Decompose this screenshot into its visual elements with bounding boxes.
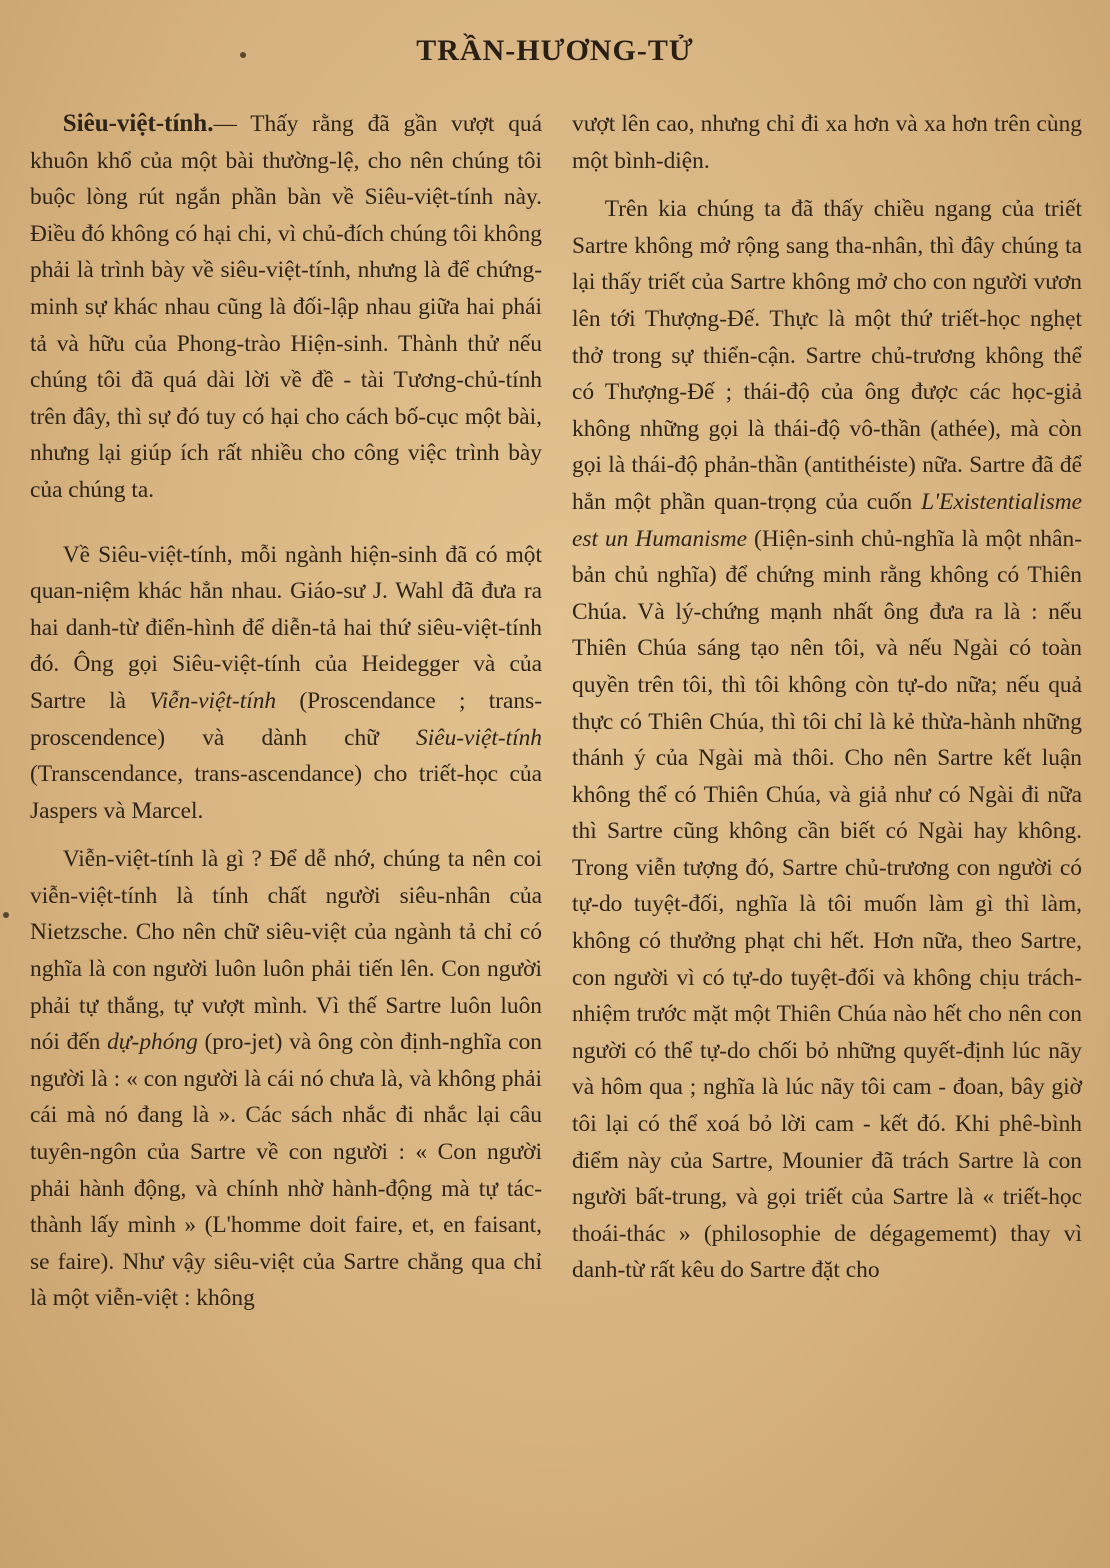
page-header: TRẦN-HƯƠNG-TỬ — [416, 34, 694, 67]
paragraph-text: Về Siêu-việt-tính, mỗi ngành hiện-sinh đã có một quan-niệm khác hẳn nhau. Giáo-sư J. Wahl đã đưa ra hai danh-từ điển-hình để diễn-tả hai thứ siêu-việt-tính đó. Ông gọi Siêu-việt-tính của Heidegger và của Sartre là — [30, 541, 542, 714]
italic-term: dự-phóng — [107, 1029, 198, 1056]
paragraph-wahl — [30, 537, 542, 830]
right-column — [572, 106, 1082, 1289]
paragraph-text: (Hiện-sinh chủ-nghĩa là một nhân-bản chủ nghĩa) để chứng minh rằng không có Thiên Chúa. Và lý-chứng mạnh nhất ông đưa ra là : nếu Thiên Chúa sáng tạo nên tôi, và nếu Ngài có toàn quyền trên tôi, thì tôi không còn tự-do nữa; nếu quả thực có Thiên Chúa, thì tôi chỉ là kẻ thừa-hành những thánh ý của Ngài mà thôi. Cho nên Sartre kết luận không thể có Thiên Chúa, và giả như có Ngài đi nữa thì Sartre cũng không cần biết có Ngài hay không. Trong viễn tượng đó, Sartre chủ-trương con người có tự-do tuyệt-đối, nghĩa là tôi muốn làm gì thì làm, không có thưởng phạt chi hết. Hơn nữa, theo Sartre, con người vì có tự-do tuyệt-đối và không chịu trách-nhiệm trước mặt một Thiên Chúa nào hết cho nên con người có thể tự-do chối bỏ những quyết-định lúc nãy và hôm qua ; nghĩa là lúc nãy tôi cam - đoan, bây giờ tôi lại có thể xoá bỏ lời cam - kết đó. Khi phê-bình điểm này của Sartre, Mounier đã trách Sartre là con người bất-trung, và gọi triết của Sartre là « triết-học thoái-thác » (philosophie de dégagememt) thay vì danh-từ rất kêu do Sartre đặt cho — [572, 525, 1082, 1284]
ink-speck — [240, 52, 246, 58]
paragraph-text: Trên kia chúng ta đã thấy chiều ngang của triết Sartre không mở rộng sang tha-nhân, thì đây chúng ta lại thấy triết của Sartre không mở cho con người vươn lên tới Thượng-Đế. Thực là một thứ triết-học nghẹt thở trong sự thiển-cận. Sartre chủ-trương không thể có Thượng-Đế ; thái-độ của ông được các học-giả không những gọi là thái-độ vô-thần (athée), mà còn gọi là thái-độ phản-thần (antithéiste) nữa. Sartre đã để hẳn một phần quan-trọng của cuốn — [572, 196, 1082, 515]
paragraph-sartre-atheism — [572, 191, 1082, 1289]
italic-term: Siêu-việt-tính — [416, 724, 542, 751]
left-column — [30, 106, 542, 1317]
paragraph-text: (pro-jet) và ông còn định-nghĩa con người là : « con người là cái nó chưa là, và không phải cái mà nó đang là ». Các sách nhắc đi nhắc lại câu tuyên-ngôn của Sartre về con người : « Con người phải hành động, và chính nhờ hành-động mà tự tác-thành lấy mình » (L'homme doit faire, et, en faisant, se faire). Như vậy siêu-việt của Sartre chẳng qua chỉ là một viễn-việt : không — [30, 1029, 543, 1312]
paragraph-sieu-viet-tinh — [30, 106, 542, 509]
paragraph-text: (Proscendance ; trans-proscendence) và dành chữ — [30, 687, 542, 751]
section-heading: Siêu-việt-tính. — [62, 110, 214, 137]
paragraph-vien-viet-tinh — [30, 841, 542, 1317]
paragraph-text: (Transcendance, trans-ascendance) cho triết-học của Jaspers và Marcel. — [30, 761, 542, 824]
book-title: L'Existentialisme est un Humanisme — [572, 488, 1082, 552]
italic-term: Viễn-việt-tính — [149, 687, 277, 714]
paragraph-continuation: vượt lên cao, nhưng chỉ đi xa hơn và xa hơn trên cùng một bình-diện. — [572, 111, 1082, 174]
paragraph-text: Viễn-việt-tính là gì ? Để dễ nhớ, chúng ta nên coi viễn-việt-tính là tính chất người siêu-nhân của Nietzsche. Cho nên chữ siêu-việt của ngành tả chỉ có nghĩa là con người luôn luôn phải tiến lên. Con người phải tự thắng, tự vượt mình. Vì thế Sartre luôn luôn nói đến — [30, 846, 542, 1056]
paragraph-text: — Thấy rằng đã gần vượt quá khuôn khổ của một bài thường-lệ, cho nên chúng tôi buộc lòng rút ngắn phần bàn về Siêu-việt-tính này. Điều đó không có hại chi, vì chủ-đích chúng tôi không phải là trình bày về siêu-việt-tính, nhưng là để chứng-minh sự khác nhau cũng là đối-lập nhau giữa hai phái tả và hữu của Phong-trào Hiện-sinh. Thành thử nếu chúng tôi đã quá dài lời về đề - tài Tương-chủ-tính trên đây, thì sự đó tuy có hại cho cách bố-cục một bài, nhưng lại giúp ích rất nhiều cho công việc trình bày của chúng ta. — [30, 111, 542, 503]
ink-speck — [3, 912, 9, 918]
